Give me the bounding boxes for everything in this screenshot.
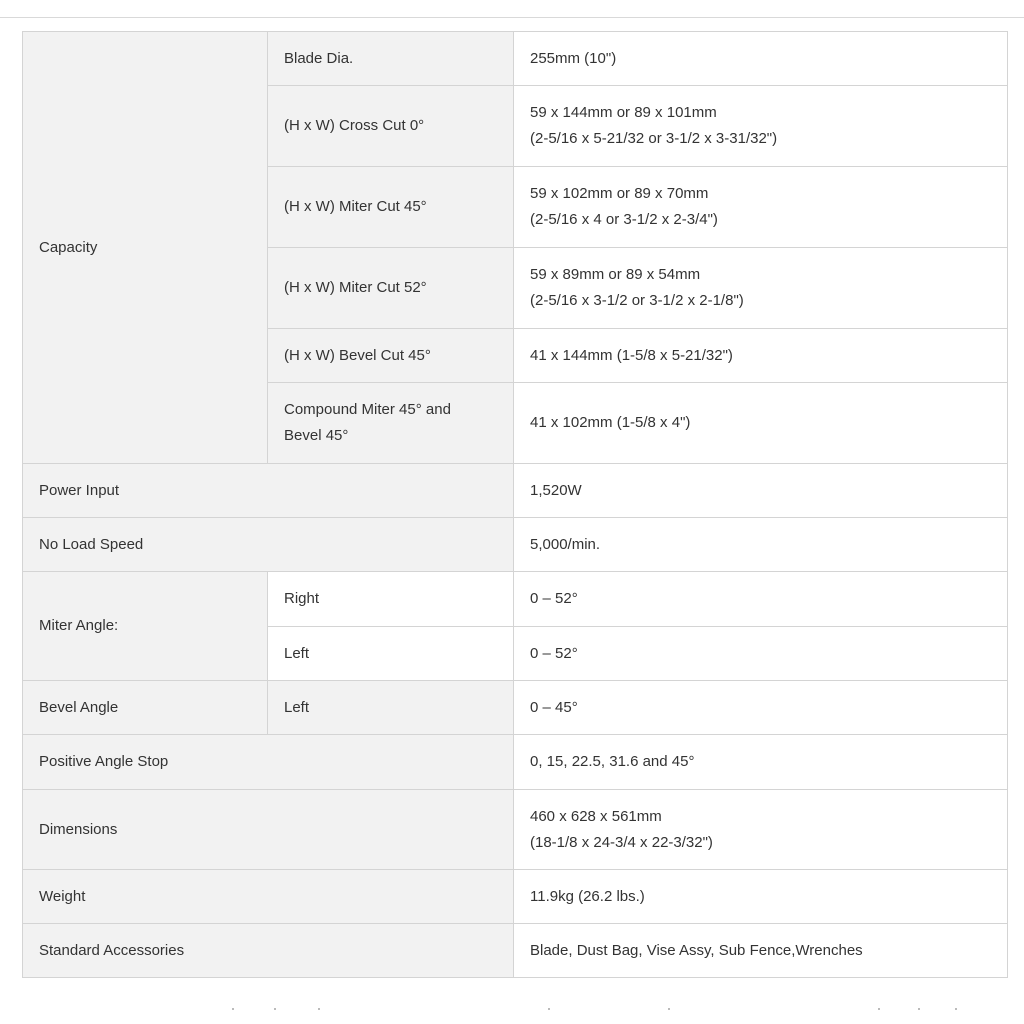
text-fragment-dot — [548, 1008, 550, 1010]
table-row — [23, 735, 1008, 790]
value-line: 59 x 89mm or 89 x 54mm — [530, 266, 701, 283]
cross-cut-value — [514, 86, 1008, 167]
miter-cut-45-label: (H x W) Miter Cut 45° — [268, 167, 514, 248]
text-fragment-dot — [274, 1008, 276, 1010]
no-load-speed-label: No Load Speed — [23, 518, 514, 572]
bevel-cut-label: (H x W) Bevel Cut 45° — [268, 329, 514, 383]
cross-cut-label: (H x W) Cross Cut 0° — [268, 86, 514, 167]
miter-cut-52-value — [514, 248, 1008, 329]
value-line: 255mm (10") — [530, 49, 617, 67]
compound-miter-value — [514, 383, 1008, 464]
no-load-speed-value: 5,000/min. — [514, 518, 1008, 572]
power-input-label: Power Input — [23, 464, 514, 518]
label-line: Bevel 45° — [284, 427, 349, 444]
miter-cut-52-label: (H x W) Miter Cut 52° — [268, 248, 514, 329]
miter-cut-45-value — [514, 167, 1008, 248]
text-fragment-dot — [878, 1008, 880, 1010]
text-fragment-dot — [318, 1008, 320, 1010]
weight-label: Weight — [23, 870, 514, 924]
miter-angle-left-value: 0 – 52° — [514, 627, 1008, 681]
compound-miter-label — [268, 383, 514, 464]
value-line: 41 x 102mm (1-5/8 x 4") — [530, 414, 691, 431]
power-input-value: 1,520W — [514, 464, 1008, 518]
bevel-angle-value: 0 – 45° — [514, 681, 1008, 735]
weight-value: 11.9kg (26.2 lbs.) — [514, 870, 1008, 924]
label-line: Compound Miter 45° and — [284, 401, 451, 418]
cut-off-text-fragment — [0, 1008, 1024, 1014]
miter-angle-label: Miter Angle: — [23, 572, 268, 681]
standard-accessories-value: Blade, Dust Bag, Vise Assy, Sub Fence,Wrenches — [514, 924, 1008, 978]
text-fragment-dot — [955, 1008, 957, 1010]
table-row — [23, 464, 1008, 518]
value-line: 41 x 144mm (1-5/8 x 5-21/32") — [530, 346, 733, 364]
table-row — [23, 870, 1008, 924]
value-line: (2-5/16 x 5-21/32 or 3-1/2 x 3-31/32") — [530, 130, 778, 147]
miter-angle-left-label: Left — [268, 627, 514, 681]
miter-angle-right-value: 0 – 52° — [514, 572, 1008, 627]
dimensions-value — [514, 790, 1008, 870]
bevel-angle-left-label: Left — [268, 681, 514, 735]
positive-angle-stop-label: Positive Angle Stop — [23, 735, 514, 790]
table-row — [23, 572, 1008, 627]
table-row — [23, 518, 1008, 572]
specifications-table — [22, 31, 1008, 978]
table-row — [23, 790, 1008, 870]
bevel-cut-value — [514, 329, 1008, 383]
value-line: (2-5/16 x 4 or 3-1/2 x 2-3/4") — [530, 211, 718, 228]
value-line: 59 x 144mm or 89 x 101mm — [530, 104, 717, 121]
table-row — [23, 924, 1008, 978]
dimensions-label: Dimensions — [23, 790, 514, 870]
value-line: 59 x 102mm or 89 x 70mm — [530, 185, 709, 202]
bevel-angle-label: Bevel Angle — [23, 681, 268, 735]
top-divider — [0, 17, 1024, 18]
blade-diameter-value — [514, 32, 1008, 86]
blade-diameter-label: Blade Dia. — [268, 32, 514, 86]
standard-accessories-label: Standard Accessories — [23, 924, 514, 978]
table-row — [23, 32, 1008, 86]
text-fragment-dot — [232, 1008, 234, 1010]
value-line: (2-5/16 x 3-1/2 or 3-1/2 x 2-1/8") — [530, 292, 744, 309]
capacity-label: Capacity — [23, 32, 268, 464]
positive-angle-stop-value: 0, 15, 22.5, 31.6 and 45° — [514, 735, 1008, 790]
table-row — [23, 681, 1008, 735]
miter-angle-right-label: Right — [268, 572, 514, 627]
text-fragment-dot — [668, 1008, 670, 1010]
value-line: (18-1/8 x 24-3/4 x 22-3/32") — [530, 833, 713, 851]
text-fragment-dot — [918, 1008, 920, 1010]
value-line: 460 x 628 x 561mm — [530, 807, 662, 825]
